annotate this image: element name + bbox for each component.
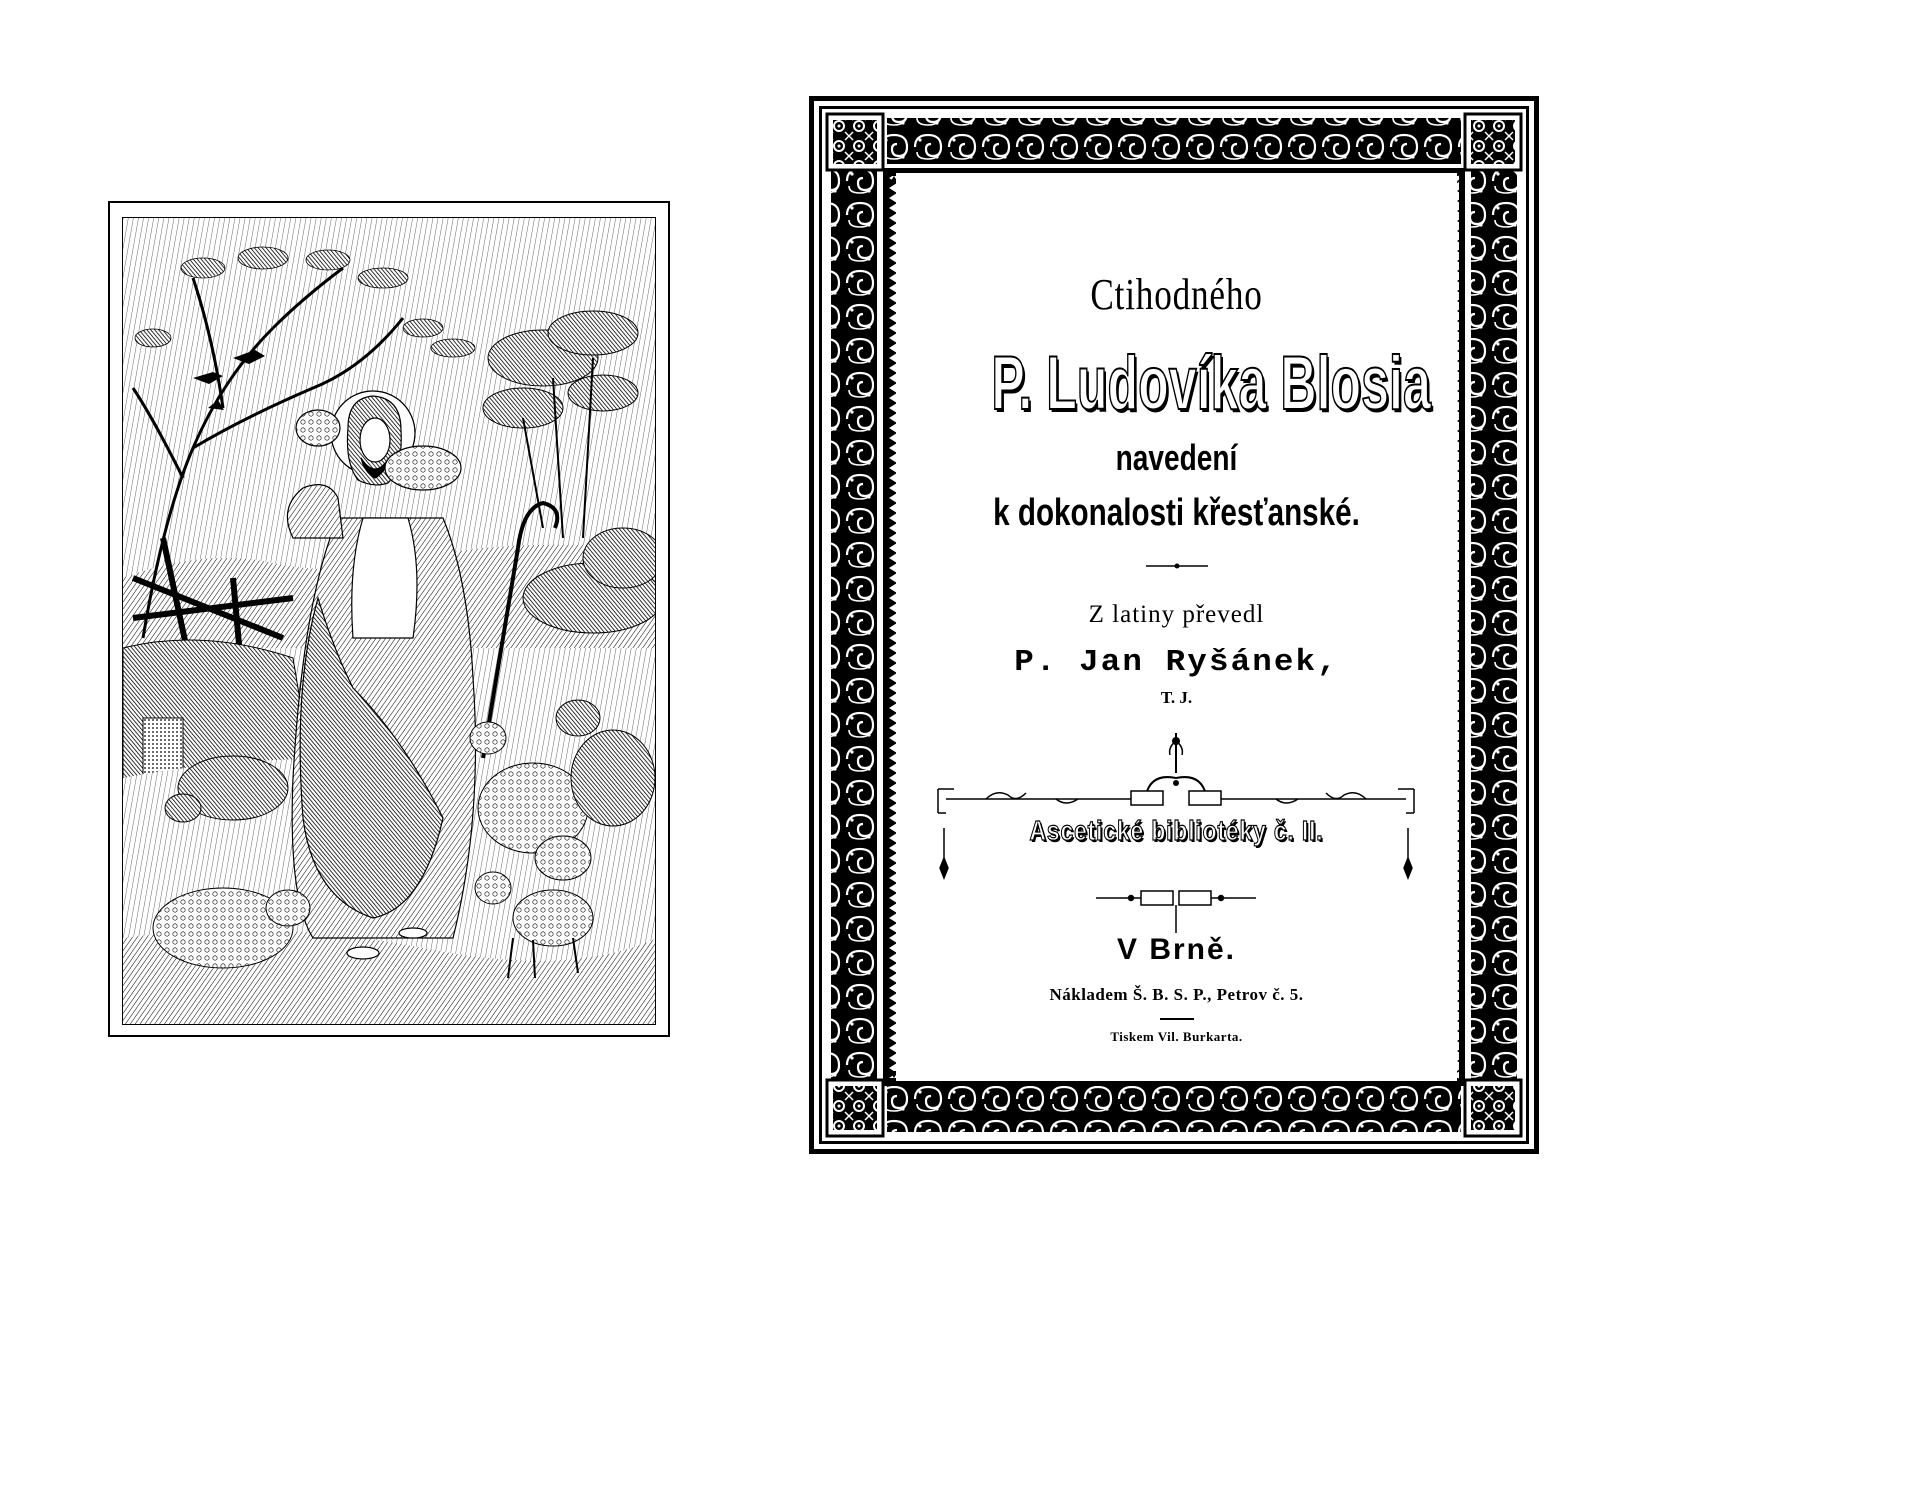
translator-label: Z latiny převedl xyxy=(1088,601,1265,628)
good-shepherd-engraving-icon xyxy=(122,217,656,1025)
printer-line: Tiskem Vil. Burkarta. xyxy=(1110,1029,1243,1044)
divider-rule-icon xyxy=(1146,563,1208,569)
translator-order: T. J. xyxy=(1160,688,1193,707)
series-label: Ascetické bibliotéky č. II. xyxy=(1029,815,1324,846)
frontispiece-plate xyxy=(108,201,670,1037)
title-page xyxy=(809,96,1539,1154)
title-main: navedení xyxy=(1115,437,1238,478)
author-name: P. Ludovíka Blosia xyxy=(991,341,1431,426)
title-honorific: Ctihodného xyxy=(1090,270,1263,319)
title-subtitle: k dokonalosti křesťanské. xyxy=(993,492,1360,534)
title-text-panel xyxy=(896,173,1457,1081)
publisher-line: Nákladem Š. B. S. P., Petrov č. 5. xyxy=(1049,985,1304,1004)
divider-rule-icon xyxy=(1160,1018,1194,1020)
publication-place: V Brně. xyxy=(1116,933,1237,966)
translator-name: P. Jan Ryšánek, xyxy=(1014,645,1339,680)
